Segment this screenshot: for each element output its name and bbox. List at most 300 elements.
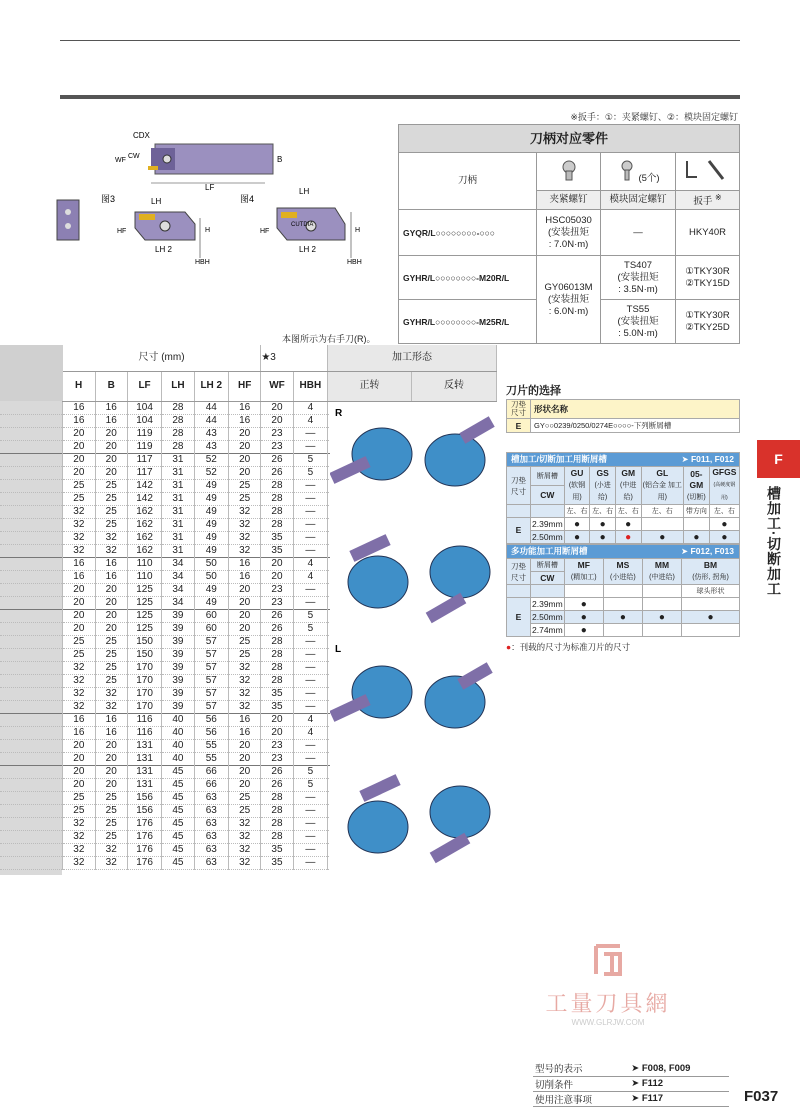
dim-cell: 23 (261, 583, 293, 596)
dim-cell: 25 (95, 661, 127, 674)
dim-cell: 16 (95, 401, 127, 414)
dim-cell: 4 (293, 726, 327, 739)
dim-cell: 66 (194, 765, 228, 778)
dim-cell: 142 (127, 479, 161, 492)
disc-r-forward-1 (330, 428, 412, 484)
dim-cell: 49 (194, 544, 228, 557)
insert-legend: ●：刊载的尺寸为标准刀片的尺寸 (506, 642, 631, 652)
dim-cell: 35 (261, 856, 293, 869)
dim-cell: 20 (261, 570, 293, 583)
t3-bar: ➤ F012, F013 多功能加工用断屑槽 (507, 545, 740, 559)
top-view-drawing (115, 131, 282, 192)
watermark-logo-icon (538, 942, 678, 987)
t2-mark-2-1: ● (590, 531, 616, 544)
dim-cell: 5 (293, 622, 327, 635)
section-tab-f[interactable]: F (757, 440, 800, 478)
dim-cell: 16 (228, 713, 260, 726)
dim-cell: 162 (127, 505, 161, 518)
model-cell (0, 505, 63, 518)
dim-cell: — (293, 440, 327, 453)
dim-cell: 125 (127, 583, 161, 596)
dim-cell: 20 (63, 622, 95, 635)
dim-cell: 32 (63, 531, 95, 544)
dim-cell: 39 (162, 687, 194, 700)
dim-cell: 28 (261, 479, 293, 492)
dim-cell: 57 (194, 674, 228, 687)
dim-cell: 4 (293, 570, 327, 583)
parts-col-clamp: 夹紧螺钉 (537, 191, 601, 210)
model-cell (0, 427, 63, 440)
dim-cell: 63 (194, 856, 228, 869)
t3-mark-1-1 (603, 598, 642, 611)
dim-cell: 32 (63, 830, 95, 843)
ref-row[interactable] (533, 1076, 729, 1091)
insert-shape-table (506, 399, 740, 433)
parts-holder-3: GYHR/L○○○○○○○○-M25R/L (399, 300, 537, 344)
model-cell (0, 557, 63, 570)
dim-cell: 32 (63, 674, 95, 687)
dim-cell: 26 (261, 453, 293, 466)
dim-cell: 49 (194, 531, 228, 544)
dim-cell: — (293, 583, 327, 596)
fig3-label: 图3 (101, 194, 116, 204)
dim-cell: 162 (127, 531, 161, 544)
disc-l-forward-2 (348, 774, 408, 853)
dim-cell: 32 (228, 518, 260, 531)
label-b: B (277, 155, 283, 164)
dim-cell: 23 (261, 427, 293, 440)
dim-cell: 131 (127, 739, 161, 752)
front-view-small (57, 200, 79, 240)
label-h-4: H (355, 227, 361, 234)
t3-cw-2: 2.50mm (532, 611, 563, 622)
t3-mark-1-2 (642, 598, 681, 611)
dim-cell: 31 (162, 531, 194, 544)
dim-cell: 20 (261, 726, 293, 739)
dim-cell: 26 (261, 765, 293, 778)
dim-cell: 142 (127, 492, 161, 505)
label-lh-4: LH (299, 187, 310, 196)
dims-star: ★3 (261, 345, 328, 371)
dim-cell: 5 (293, 453, 327, 466)
dim-cell: 16 (95, 713, 127, 726)
dim-cell: 4 (293, 414, 327, 427)
dim-cell: 20 (63, 583, 95, 596)
dim-cell: 35 (261, 700, 293, 713)
dim-cell: 131 (127, 778, 161, 791)
model-cell (0, 661, 63, 674)
dim-cell: 176 (127, 817, 161, 830)
t2-dir-1: 左、右 (590, 505, 616, 518)
dim-cell: 20 (95, 583, 127, 596)
dim-cell: 34 (162, 596, 194, 609)
dim-cell: 25 (228, 479, 260, 492)
dim-cell: 25 (95, 492, 127, 505)
dim-cell: 45 (162, 778, 194, 791)
dim-cell: 23 (261, 739, 293, 752)
ref-link-3[interactable]: ➤ F117 (629, 1091, 729, 1106)
model-cell (0, 804, 63, 817)
dim-cell: 39 (162, 700, 194, 713)
dim-cell: 31 (162, 479, 194, 492)
dim-cell: 40 (162, 726, 194, 739)
fig4-drawing (260, 187, 362, 266)
t1-pad-header: 刀垫 尺寸 (507, 400, 531, 419)
col-h: H (63, 371, 95, 401)
dim-cell: 49 (194, 505, 228, 518)
t3-cw-3: 2.74mm (532, 624, 563, 635)
dim-cell: 176 (127, 843, 161, 856)
dim-cell: 28 (261, 661, 293, 674)
model-cell (0, 414, 63, 427)
t3-mark-1-3 (682, 598, 740, 611)
dim-cell: 31 (162, 544, 194, 557)
label-hbh-4: HBH (347, 259, 362, 266)
dim-cell: 63 (194, 791, 228, 804)
t2-ref: ➤ F011, F012 (681, 454, 734, 464)
dim-cell: 28 (261, 674, 293, 687)
t2-mark-2-3: ● (641, 531, 684, 544)
dim-cell: 25 (95, 791, 127, 804)
col-lh: LH (162, 371, 194, 401)
dim-cell: 57 (194, 700, 228, 713)
dim-cell: 39 (162, 661, 194, 674)
dim-cell: 25 (95, 648, 127, 661)
dim-cell: 4 (293, 713, 327, 726)
dim-cell: 60 (194, 609, 228, 622)
model-cell (0, 752, 63, 765)
col-hbh: HBH (293, 371, 327, 401)
model-cell (0, 479, 63, 492)
watermark (538, 942, 678, 1027)
dim-cell: 32 (228, 531, 260, 544)
parts-col-wrench: 扳手 ※ (675, 191, 739, 210)
dim-cell: 25 (95, 635, 127, 648)
dim-cell: 20 (228, 778, 260, 791)
model-cell (0, 700, 63, 713)
dim-cell: 28 (162, 440, 194, 453)
t2-mark-1-4 (684, 518, 710, 531)
parts-wrench-3: ①TKY30R ②TKY25D (675, 300, 739, 344)
dim-cell: 32 (63, 505, 95, 518)
wrench-note: ※扳手：①：夹紧螺钉、②：模块固定螺钉 (570, 112, 738, 122)
watermark-url: WWW.GLRJW.COM (571, 1018, 645, 1027)
insert-selection-title: 刀片的选择 (506, 385, 561, 397)
model-cell (0, 609, 63, 622)
reference-links (533, 1061, 729, 1107)
dim-cell: 32 (63, 661, 95, 674)
dim-cell: 25 (228, 804, 260, 817)
dim-cell: 32 (228, 544, 260, 557)
t3-bm: BM (仿形, 拐角) (682, 559, 740, 585)
t3-mf: MF (精加工) (564, 559, 603, 585)
dim-cell: 16 (63, 557, 95, 570)
dim-cell: 25 (63, 804, 95, 817)
t2-dir-3: 左、右 (641, 505, 684, 518)
dim-cell: 63 (194, 843, 228, 856)
dim-cell: 32 (228, 817, 260, 830)
t3-mark-2-1: ● (603, 611, 642, 624)
dim-cell: 43 (194, 427, 228, 440)
t3-bm-extra: 球头形状 (682, 585, 740, 598)
t2-breaker-label: 断屑槽 (531, 467, 565, 486)
dim-cell: 16 (228, 401, 260, 414)
dim-cell: 176 (127, 856, 161, 869)
model-cell (0, 440, 63, 453)
dim-cell: 43 (194, 440, 228, 453)
col-lh2: LH 2 (194, 371, 228, 401)
t2-mark-2-0: ● (564, 531, 590, 544)
parts-col-module: 模块固定螺钉 (601, 191, 676, 210)
t3-breaker-label: 断屑槽 (531, 559, 565, 572)
parts-module-3: TS55 (安装扭矩 : 5.0N·m) (601, 300, 676, 344)
label-wf: WF (115, 157, 126, 164)
dim-cell: 45 (162, 830, 194, 843)
label-r: R (335, 408, 343, 419)
dim-cell: 25 (63, 479, 95, 492)
dim-cell: 20 (63, 752, 95, 765)
dim-cell: 5 (293, 765, 327, 778)
dim-cell: 170 (127, 700, 161, 713)
dim-cell: 32 (63, 518, 95, 531)
module-screw-icon (601, 153, 676, 191)
dim-cell: 4 (293, 557, 327, 570)
t2-bar: ➤ F011, F012 槽加工/切断加工用断屑槽 (507, 453, 740, 467)
dim-cell: 28 (261, 804, 293, 817)
parts-clamp-1: HSC05030 (安装扭矩 : 7.0N·m) (537, 210, 601, 256)
dim-cell: 16 (63, 726, 95, 739)
dim-cell: 25 (63, 648, 95, 661)
dim-cell: 170 (127, 661, 161, 674)
model-cell (0, 687, 63, 700)
dim-cell: 16 (63, 713, 95, 726)
dim-cell: 16 (63, 401, 95, 414)
model-cell (0, 856, 63, 869)
dim-cell: 32 (63, 687, 95, 700)
model-cell (0, 453, 63, 466)
dim-cell: 52 (194, 453, 228, 466)
dim-cell: 25 (95, 518, 127, 531)
label-l: L (335, 644, 342, 655)
top-rule (60, 40, 740, 41)
dim-cell: — (293, 661, 327, 674)
dim-cell: 20 (63, 453, 95, 466)
t3-mark-1-0: ● (564, 598, 603, 611)
dim-cell: 28 (261, 518, 293, 531)
dim-cell: 20 (63, 765, 95, 778)
dim-cell: 31 (162, 453, 194, 466)
parts-table (398, 124, 740, 344)
parts-clamp-2: GY06013M (安装扭矩 : 6.0N·m) (537, 256, 601, 344)
col-reverse: 反转 (411, 371, 496, 401)
dim-cell: 25 (95, 804, 127, 817)
dim-cell: 40 (162, 752, 194, 765)
parts-title: 刀柄对应零件 (399, 125, 740, 153)
dim-cell: 25 (95, 505, 127, 518)
dim-cell: 45 (162, 856, 194, 869)
dim-cell: — (293, 505, 327, 518)
dim-cell: 104 (127, 401, 161, 414)
machining-illustrations (330, 402, 497, 875)
dim-cell: 35 (261, 843, 293, 856)
dim-cell: 20 (63, 466, 95, 479)
dim-cell: 156 (127, 804, 161, 817)
dim-cell: — (293, 635, 327, 648)
dim-cell: — (293, 752, 327, 765)
model-cell (0, 583, 63, 596)
dim-cell: 25 (95, 674, 127, 687)
dim-cell: 45 (162, 804, 194, 817)
label-hf-3: HF (117, 228, 127, 235)
dim-cell: 32 (228, 830, 260, 843)
disc-r-reverse-2 (426, 546, 490, 623)
dim-cell: 35 (261, 687, 293, 700)
dim-cell: 52 (194, 466, 228, 479)
dims-group-header: 尺寸 (mm) (63, 345, 261, 371)
model-cell (0, 596, 63, 609)
t2-cw: CW (531, 486, 565, 505)
dim-cell: 39 (162, 609, 194, 622)
dim-cell: 116 (127, 713, 161, 726)
dim-cell: 20 (228, 440, 260, 453)
dim-cell: — (293, 596, 327, 609)
dim-cell: 170 (127, 687, 161, 700)
clamp-screw-icon (537, 153, 601, 191)
t2-pad-header: 刀垫 尺寸 (507, 467, 531, 505)
col-b: B (95, 371, 127, 401)
dim-cell: 32 (228, 687, 260, 700)
model-cell (0, 817, 63, 830)
dim-cell: — (293, 791, 327, 804)
shape-header: 加工形态 (328, 345, 497, 371)
model-cell (0, 778, 63, 791)
col-hf: HF (228, 371, 260, 401)
disc-l-forward-1 (330, 666, 412, 722)
dim-cell: 45 (162, 765, 194, 778)
dim-cell: 116 (127, 726, 161, 739)
label-hbh-3: HBH (195, 259, 210, 266)
parts-holder-2: GYHR/L○○○○○○○○-M20R/L (399, 256, 537, 300)
dim-cell: 45 (162, 791, 194, 804)
model-cell (0, 544, 63, 557)
dim-cell: 23 (261, 596, 293, 609)
dim-cell: 16 (228, 570, 260, 583)
dim-cell: 44 (194, 414, 228, 427)
dim-cell: — (293, 479, 327, 492)
dim-cell: 26 (261, 466, 293, 479)
ref-link-1[interactable]: ➤ F008, F009 (629, 1061, 729, 1076)
dim-cell: 125 (127, 609, 161, 622)
dim-cell: — (293, 843, 327, 856)
dim-cell: 60 (194, 622, 228, 635)
t2-gs: GS (小进给) (590, 467, 616, 505)
dim-cell: 25 (228, 791, 260, 804)
dim-cell: 150 (127, 635, 161, 648)
watermark-text: 工量刀具網 (545, 991, 671, 1016)
t3-ms: MS (小进给) (603, 559, 642, 585)
ref-row[interactable] (533, 1061, 729, 1076)
model-cell (0, 791, 63, 804)
t2-gfgs: GFGS (高硬度钢用) (709, 467, 739, 505)
dim-cell: 28 (162, 427, 194, 440)
t2-mark-1-3 (641, 518, 684, 531)
dim-cell: 176 (127, 830, 161, 843)
dim-cell: 56 (194, 726, 228, 739)
model-cell (0, 570, 63, 583)
dim-cell: 44 (194, 401, 228, 414)
ref-label-1: 型号的表示 (533, 1061, 629, 1076)
dim-cell: 32 (95, 544, 127, 557)
dim-cell: 5 (293, 609, 327, 622)
dim-cell: 25 (95, 479, 127, 492)
dim-cell: 162 (127, 518, 161, 531)
t2-mark-1-5: ● (709, 518, 739, 531)
dim-cell: 32 (228, 661, 260, 674)
ref-row[interactable] (533, 1091, 729, 1106)
dim-cell: 49 (194, 596, 228, 609)
dim-cell: 119 (127, 440, 161, 453)
tool-drawing (55, 128, 375, 328)
dim-cell: 25 (63, 791, 95, 804)
dim-cell: 20 (95, 466, 127, 479)
dim-cell: 56 (194, 713, 228, 726)
dim-cell: 20 (228, 609, 260, 622)
t2-dir-5: 左、右 (709, 505, 739, 518)
t3-mark-3-1 (603, 624, 642, 637)
dim-cell: 20 (228, 596, 260, 609)
dim-cell: 20 (228, 427, 260, 440)
grooving-breaker-table (506, 452, 740, 544)
parts-wrench-2: ①TKY30R ②TKY15D (675, 256, 739, 300)
dim-cell: — (293, 544, 327, 557)
model-cell (0, 726, 63, 739)
dim-cell: 34 (162, 557, 194, 570)
dim-cell: 20 (95, 609, 127, 622)
parts-col-holder: 刀柄 (399, 153, 537, 210)
module-count: (5个) (638, 172, 660, 184)
fig3-drawing (117, 197, 210, 266)
label-cw: CW (128, 153, 140, 160)
t3-ref: ➤ F012, F013 (681, 546, 734, 556)
dim-cell: 20 (63, 427, 95, 440)
dim-cell: 28 (162, 414, 194, 427)
t2-05gm: 05-GM (切断) (684, 467, 710, 505)
label-lh-3: LH (151, 197, 162, 206)
label-cdx: CDX (133, 131, 150, 140)
dim-cell: 5 (293, 466, 327, 479)
t1-shape-value: GY○○0239/0250/0274E○○○○-下列断屑槽 (531, 419, 740, 433)
dim-cell: 131 (127, 752, 161, 765)
label-hf-4: HF (260, 228, 270, 235)
dim-cell: — (293, 700, 327, 713)
dim-cell: 32 (63, 843, 95, 856)
dim-cell: 55 (194, 752, 228, 765)
ref-link-2[interactable]: ➤ F112 (629, 1076, 729, 1091)
section-title-vertical: 槽加工·切断加工 (766, 486, 782, 597)
dim-cell: 63 (194, 830, 228, 843)
dim-cell: 26 (261, 778, 293, 791)
dim-cell: — (293, 804, 327, 817)
dim-cell: 35 (261, 544, 293, 557)
dim-cell: 110 (127, 570, 161, 583)
dim-cell: 20 (95, 427, 127, 440)
dim-cell: 31 (162, 505, 194, 518)
dim-cell: 5 (293, 778, 327, 791)
t2-gm: GM (中进给) (615, 467, 641, 505)
dim-cell: 20 (228, 765, 260, 778)
dim-cell: 20 (228, 739, 260, 752)
dim-cell: 57 (194, 687, 228, 700)
